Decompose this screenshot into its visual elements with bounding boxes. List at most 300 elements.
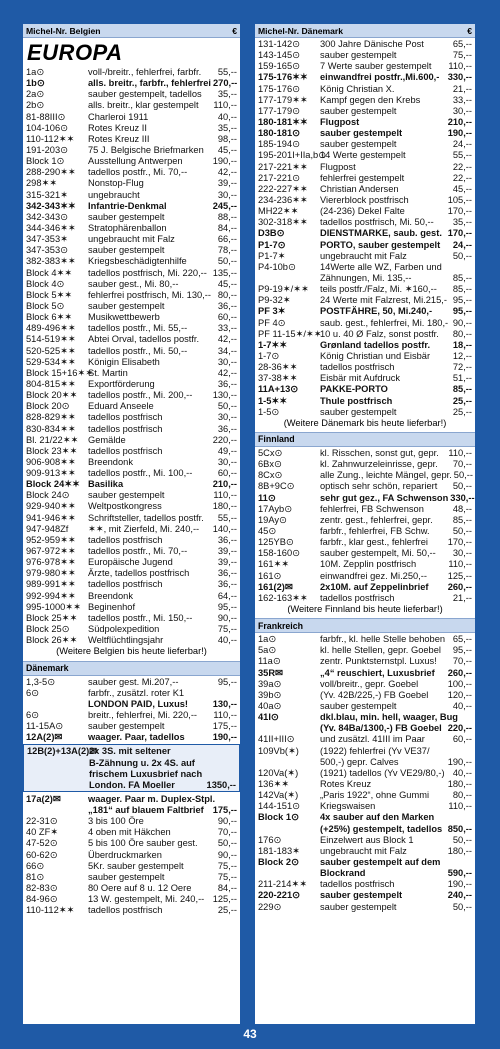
entry-description: B-Zähnung u. 2x 4S. auf — [89, 757, 195, 768]
entry-description: alls. breitr., klar gestempelt — [88, 100, 199, 111]
michel-number: 41II+III⊙ — [258, 734, 295, 745]
entry-price: 51,-- — [452, 373, 472, 384]
entry-price: 80,-- — [217, 289, 237, 300]
michel-number: 217-221✶✶ — [258, 161, 308, 172]
catalog-entry — [258, 106, 472, 117]
entry-description: farbfr., zusätzl. roter K1 — [88, 687, 185, 698]
michel-number: 967-972✶✶ — [26, 546, 76, 557]
entry-description: sauber gest. Mi.207,-- — [88, 676, 179, 687]
michel-number: 17a(2)✉ — [26, 793, 61, 804]
catalog-entry — [258, 779, 472, 790]
column-header — [23, 24, 240, 38]
entry-price: 125,-- — [447, 570, 472, 581]
entry-description: Charleroi 1911 — [88, 111, 149, 122]
catalog-entry — [26, 89, 237, 100]
catalog-entry — [258, 39, 472, 50]
entry-price: 84,-- — [217, 222, 237, 233]
catalog-entry — [26, 535, 237, 546]
entry-price: 60,-- — [217, 468, 237, 479]
michel-number: 234-236✶✶ — [258, 194, 308, 205]
michel-number: P4-10b⊙ — [258, 261, 296, 272]
entry-price: 35,-- — [217, 89, 237, 100]
entry-description: fehlerfrei, FB Schwenson — [320, 503, 424, 514]
catalog-entry — [26, 591, 237, 602]
michel-number: 22-31⊙ — [26, 816, 58, 827]
entry-description: Kriegswaisen — [320, 801, 376, 812]
michel-number: 19Ay⊙ — [258, 514, 287, 525]
entry-price: 90,-- — [452, 317, 472, 328]
michel-number: 2a⊙ — [26, 89, 45, 100]
michel-number: 1-7✶✶ — [258, 339, 288, 350]
entry-description: alls. breitr., farbfr., fehlerfrei — [88, 78, 211, 89]
catalog-entry — [258, 340, 472, 351]
michel-number: 37-38✶✶ — [258, 373, 298, 384]
catalog-entry — [258, 195, 472, 206]
michel-number: 347-353✶ — [26, 234, 68, 245]
catalog-entry — [258, 902, 472, 913]
daenemark-list — [23, 676, 240, 744]
entry-price: 95,-- — [217, 676, 237, 687]
catalog-entry — [26, 794, 237, 805]
catalog-entry — [26, 546, 237, 557]
entry-description: optisch sehr schön, repariert — [320, 481, 438, 492]
catalog-entry — [258, 801, 472, 812]
catalog-entry — [258, 824, 472, 835]
michel-number: 489-496✶✶ — [26, 323, 76, 334]
entry-price: 39,-- — [217, 557, 237, 568]
entry-description: farbfr., fehlerfrei, FB Schw. — [320, 525, 430, 536]
catalog-entry — [26, 379, 237, 390]
catalog-entry — [26, 613, 237, 624]
entry-description: PORTO, sauber gestempelt — [320, 239, 441, 250]
entry-description: sauber gestempelt — [320, 701, 397, 711]
entry-price: 45,-- — [217, 278, 237, 289]
entry-price: 33,-- — [217, 323, 237, 334]
entry-description: sauber gestempelt — [320, 406, 397, 417]
catalog-entry — [258, 329, 472, 340]
entry-price: 55,-- — [217, 512, 237, 523]
michel-number: 1-5⊙ — [258, 406, 280, 417]
entry-price: 50,-- — [217, 256, 237, 267]
catalog-entry — [26, 501, 237, 512]
michel-number: 11A+13⊙ — [258, 384, 299, 395]
entry-price: 170,-- — [447, 206, 472, 217]
michel-number: 110-112✶✶ — [26, 905, 75, 916]
michel-number: Block 26✶✶ — [26, 635, 78, 646]
entry-price: 180,-- — [212, 501, 237, 512]
entry-description: LONDON PAID, Luxus! — [88, 698, 189, 709]
catalog-entry — [26, 190, 237, 201]
entry-price: 45,-- — [217, 144, 237, 155]
catalog-entry — [258, 72, 472, 83]
entry-description: 80 Oere auf 8 u. 12 Oere — [88, 883, 192, 894]
entry-price: 49,-- — [217, 445, 237, 456]
michel-number: 177-179⊙ — [258, 105, 300, 116]
michel-number: 520-525✶✶ — [26, 345, 76, 356]
catalog-entry — [26, 479, 237, 490]
catalog-entry — [26, 524, 237, 535]
catalog-entry — [258, 206, 472, 217]
entry-price: 42,-- — [217, 167, 237, 178]
michel-number: 11⊙ — [258, 492, 276, 503]
entry-price: 75,-- — [217, 860, 237, 871]
michel-number: 159-165⊙ — [258, 61, 300, 72]
catalog-entry — [258, 768, 472, 779]
entry-description: sauber gestempelt — [88, 871, 165, 882]
catalog-entry — [258, 890, 472, 901]
catalog-entry — [26, 677, 237, 688]
michel-number: 979-980✶✶ — [26, 568, 76, 579]
catalog-entry — [26, 457, 237, 468]
entry-price: 30,-- — [452, 548, 472, 559]
michel-number: 45⊙ — [258, 525, 277, 536]
catalog-entry — [26, 390, 237, 401]
michel-number — [27, 769, 89, 780]
entry-price — [234, 758, 236, 769]
entry-price: 140,-- — [212, 523, 237, 534]
catalog-entry — [26, 805, 237, 816]
entry-description: Thule postfrisch — [320, 395, 393, 406]
michel-number: 175-176⊙ — [258, 83, 300, 94]
entry-price: 21,-- — [452, 592, 472, 603]
michel-number: 947-948Zf — [26, 523, 69, 534]
michel-number: 104-106⊙ — [26, 122, 68, 133]
catalog-entry — [26, 710, 237, 721]
entry-price: 30,-- — [217, 189, 237, 200]
entry-price: 78,-- — [217, 245, 237, 256]
entry-description: Exportförderung — [88, 378, 155, 389]
entry-price: 90,-- — [217, 849, 237, 860]
catalog-entry — [258, 857, 472, 868]
entry-description: DIENSTMARKE, saub. gest. — [320, 228, 442, 239]
catalog-entry — [26, 699, 237, 710]
michel-number — [258, 868, 320, 879]
michel-number: 220-221⊙ — [258, 890, 300, 901]
michel-number: Block 20⊙ — [26, 401, 70, 412]
column-header-label: Michel-Nr. Dänemark — [258, 25, 344, 36]
catalog-entry — [26, 167, 237, 178]
entry-price: 75,-- — [452, 50, 472, 61]
michel-number: 529-534✶✶ — [26, 356, 76, 367]
catalog-entry — [26, 635, 237, 646]
catalog-entry — [258, 84, 472, 95]
entry-description: tadellos postfrisch — [320, 879, 395, 890]
belgien-note: (Weitere Belgien bis heute lieferbar!) — [56, 646, 207, 657]
catalog-entry — [258, 645, 472, 656]
entry-price: 130,-- — [212, 698, 237, 709]
entry-price: 260,-- — [447, 667, 472, 678]
catalog-entry — [258, 548, 472, 559]
entry-description: (+25%) gestempelt, tadellos — [320, 823, 443, 834]
catalog-entry — [258, 668, 472, 679]
entry-description: ungebraucht — [88, 189, 140, 200]
michel-number: 989-991✶✶ — [26, 579, 76, 590]
entry-price: 95,-- — [452, 295, 472, 306]
michel-number: 81⊙ — [26, 871, 45, 882]
entry-price: 64,-- — [217, 590, 237, 601]
michel-number: Block 25⊙ — [26, 624, 70, 635]
entry-price: 66,-- — [217, 234, 237, 245]
entry-description: St. Martin — [88, 367, 128, 378]
entry-price: 55,-- — [217, 67, 237, 77]
catalog-entry — [258, 757, 472, 768]
catalog-entry — [258, 734, 472, 745]
michel-number: 180-181⊙ — [258, 128, 300, 139]
michel-number: 142Va(✶) — [258, 790, 299, 801]
michel-number: 929-940✶✶ — [26, 501, 76, 512]
michel-number: 28-36✶✶ — [258, 362, 298, 373]
michel-number — [258, 757, 320, 768]
entry-description: tadellos postfr., Mi. 200,-- — [88, 390, 193, 401]
entry-price: 125,-- — [212, 894, 237, 905]
entry-description: 10M. Zepplin postfrisch — [320, 559, 417, 570]
michel-number: 195-201I+IIa,b⊙ — [258, 150, 327, 161]
entry-description: tadellos postfr., Mi. 70,-- — [88, 167, 188, 178]
catalog-entry — [258, 173, 472, 184]
michel-number: 315-321✶ — [26, 189, 68, 200]
catalog-entry — [27, 769, 236, 780]
entry-description: Infantrie-Denkmal — [88, 200, 167, 211]
catalog-entry — [258, 526, 472, 537]
catalog-entry — [258, 679, 472, 690]
entry-price: 39,-- — [217, 546, 237, 557]
catalog-entry — [258, 723, 472, 734]
catalog-entry — [258, 571, 472, 582]
michel-number: 81-88III⊙ — [26, 111, 66, 122]
michel-number: Block 15+16✶✶ — [26, 367, 94, 378]
catalog-entry — [258, 701, 472, 712]
entry-description: Rotes Kreuz — [320, 778, 372, 789]
entry-description: Christian Andersen — [320, 183, 399, 194]
catalog-entry — [27, 780, 236, 791]
michel-number: 131-142⊙ — [258, 39, 300, 49]
entry-description: zentr. gest., fehlerfrei, gepr. — [320, 514, 433, 525]
catalog-entry — [258, 835, 472, 846]
entry-description: einwandfrei gez. Mi.250,-- — [320, 570, 427, 581]
catalog-entry — [258, 273, 472, 284]
page-number: 43 — [243, 1027, 257, 1041]
entry-price: 220,-- — [447, 723, 472, 734]
entry-description: Basilika — [88, 479, 124, 490]
catalog-entry — [258, 128, 472, 139]
entry-description: sauber gestempelt — [88, 300, 165, 311]
catalog-entry — [26, 557, 237, 568]
michel-number: 906-908✶✶ — [26, 456, 76, 467]
michel-number: Block 2⊙ — [258, 856, 299, 867]
entry-description: Eduard Anseele — [88, 401, 154, 412]
michel-number: 217-221⊙ — [258, 172, 300, 183]
michel-number: PF 4⊙ — [258, 317, 286, 328]
catalog-entry — [26, 301, 237, 312]
catalog-entry — [26, 290, 237, 301]
catalog-entry — [258, 150, 472, 161]
frankreich-list — [255, 633, 475, 913]
entry-description: kl. helle Stellen, gepr. Goebel — [320, 645, 441, 656]
entry-description: (Yv. 42B/225,-) FB Goebel — [320, 689, 429, 700]
michel-number: Block 25✶✶ — [26, 612, 78, 623]
daenemark-note: (Weitere Dänemark bis heute lieferbar!) — [283, 417, 447, 428]
entry-description: tadellos postfrisch — [88, 534, 163, 545]
catalog-entry — [258, 184, 472, 195]
currency-label: € — [232, 25, 237, 36]
catalog-entry — [258, 846, 472, 857]
catalog-entry — [26, 894, 237, 905]
entry-price — [470, 712, 472, 723]
entry-description: tadellos postfrisch — [88, 445, 163, 456]
entry-description: sauber gestempelt — [320, 890, 403, 901]
michel-number: 125YB⊙ — [258, 537, 294, 548]
catalog-entry — [258, 95, 472, 106]
finnland-list — [255, 447, 475, 604]
entry-price: 190,-- — [212, 156, 237, 167]
michel-number — [26, 805, 88, 816]
entry-description: (Yv. 84Ba/1300,-) FB Goebel — [320, 723, 442, 734]
entry-price: 85,-- — [452, 272, 472, 283]
catalog-entry — [26, 468, 237, 479]
entry-price: 190,-- — [447, 128, 472, 139]
entry-price: 55,-- — [452, 150, 472, 161]
entry-description: voll/breitr., gepr. Goebel — [320, 678, 419, 689]
entry-description: Überdruckmarken — [88, 849, 162, 860]
catalog-entry — [258, 690, 472, 701]
catalog-entry — [26, 268, 237, 279]
entry-price: 70,-- — [452, 459, 472, 470]
entry-description: sauber gestempelt, Mi. 50,-- — [320, 548, 436, 559]
entry-price: 50,-- — [452, 834, 472, 845]
catalog-entry — [26, 78, 237, 89]
entry-description: waager. Paar m. Duplex-Stpl. — [88, 793, 216, 804]
entry-price: 60,-- — [452, 734, 472, 745]
michel-number: P1-7✶ — [258, 250, 286, 261]
michel-number: 66⊙ — [26, 860, 45, 871]
catalog-entry — [258, 504, 472, 515]
michel-number: Block 23✶✶ — [26, 445, 78, 456]
entry-description: sauber gestempelt — [320, 139, 397, 150]
entry-description: tadellos postfr., Mi. 50,-- — [88, 345, 188, 356]
daenemark-list-right — [255, 38, 475, 418]
entry-description: Königin Elisabeth — [88, 356, 160, 367]
entry-description: kl. Risschen, sonst gut, gepr. — [320, 447, 439, 458]
catalog-entry — [26, 424, 237, 435]
entry-price: 36,-- — [217, 579, 237, 590]
entry-description: Blockrand — [320, 868, 366, 879]
entry-description: König Christian X. — [320, 83, 395, 94]
catalog-entry — [258, 492, 475, 504]
michel-number: P9-32✶ — [258, 295, 291, 306]
entry-price — [470, 746, 472, 757]
catalog-entry — [258, 384, 472, 395]
entry-description: „181“ auf blauem Faltbrief — [88, 805, 204, 816]
entry-price: 25,-- — [217, 905, 237, 916]
entry-description: sauber gestempelt — [88, 245, 165, 256]
michel-number: 161✶✶ — [258, 559, 290, 570]
entry-description: 5 bis 100 Öre sauber gest. — [88, 838, 198, 849]
michel-number: P9-19✶/✶✶ — [258, 284, 309, 295]
catalog-entry — [26, 872, 237, 883]
entry-price: 90,-- — [217, 612, 237, 623]
entry-description: Flugpost — [320, 161, 356, 172]
entry-price: 50,-- — [452, 481, 472, 492]
entry-price: 36,-- — [217, 300, 237, 311]
michel-number: 952-959✶✶ — [26, 534, 76, 545]
entry-description: Ärzte, tadellos postfrisch — [88, 568, 190, 579]
catalog-entry — [26, 279, 237, 290]
catalog-entry — [26, 156, 237, 167]
entry-price: 50,-- — [453, 470, 473, 481]
catalog-entry — [258, 790, 472, 801]
column-header-label: Michel-Nr. Belgien — [26, 25, 101, 36]
michel-number: 120Va(✶) — [258, 767, 299, 778]
michel-number: 342-343✶✶ — [26, 200, 76, 211]
entry-price: 90,-- — [217, 816, 237, 827]
catalog-entry — [26, 245, 237, 256]
entry-price: 210,-- — [447, 116, 472, 127]
catalog-entry — [26, 688, 237, 699]
michel-number: 5Cx⊙ — [258, 447, 283, 458]
michel-number: 830-834✶✶ — [26, 423, 76, 434]
entry-description: sehr gut gez., FA Schwenson — [320, 492, 449, 503]
left-column — [23, 24, 240, 1024]
entry-price: 88,-- — [217, 211, 237, 222]
michel-number: 229⊙ — [258, 901, 282, 912]
entry-price: 190,-- — [447, 756, 472, 767]
entry-price: 100,-- — [447, 678, 472, 689]
entry-description: London. FA Moeller — [89, 779, 175, 790]
catalog-entry — [26, 513, 237, 524]
entry-price: 50,-- — [217, 401, 237, 412]
entry-price: 36,-- — [217, 568, 237, 579]
entry-description: 13 W. gestempelt, Mi. 240,-- — [88, 894, 205, 905]
entry-description: König Christian und Eisbär — [320, 350, 431, 361]
entry-description: POSTFÄHRE, 50, Mi.240,- — [320, 306, 433, 317]
entry-price: 12,-- — [452, 350, 472, 361]
entry-description: sauber gestempelt — [320, 128, 403, 139]
michel-number: 8Cx⊙ — [258, 470, 283, 481]
catalog-entry — [258, 351, 472, 362]
entry-description: 5Kr. sauber gestempelt — [88, 860, 184, 871]
michel-number: 143-145⊙ — [258, 50, 300, 61]
michel-number: 161(2)✉ — [258, 581, 293, 592]
michel-number: 41I⊙ — [258, 712, 279, 723]
entry-price: 590,-- — [447, 868, 472, 879]
entry-description: Ausstellung Antwerpen — [88, 156, 183, 167]
michel-number: 302-318✶✶ — [258, 217, 308, 228]
entry-description: Eisbär mit Aufdruck — [320, 373, 401, 384]
entry-description: voll-/breitr., fehlerfrei, farbfr. — [88, 67, 202, 77]
michel-number: 1b⊙ — [26, 78, 45, 89]
entry-description: tadellos postfrisch — [320, 362, 395, 373]
entry-price: 40,-- — [217, 111, 237, 122]
entry-description: 4 oben mit Häkchen — [88, 827, 171, 838]
michel-number: 39b⊙ — [258, 689, 282, 700]
entry-description: Rotes Kreuz II — [88, 122, 147, 133]
catalog-entry — [258, 373, 472, 384]
entry-price: 34,-- — [217, 345, 237, 356]
michel-number: 1a⊙ — [26, 67, 45, 77]
michel-number: 347-353⊙ — [26, 245, 68, 256]
entry-description: dkl.blau, min. hell, waager, Bug — [320, 712, 458, 723]
catalog-entry — [258, 362, 472, 373]
catalog-entry — [258, 448, 472, 459]
entry-price: 85,-- — [452, 384, 472, 395]
entry-description: (1921) tadellos (Yv VE29/80,-) — [320, 767, 445, 778]
entry-price: 130,-- — [212, 390, 237, 401]
entry-price: 170,-- — [447, 228, 472, 239]
entry-price: 95,-- — [217, 601, 237, 612]
entry-price: 1350,-- — [206, 779, 236, 790]
entry-description: teils postfr./Falz, Mi. ✶160,-- — [320, 284, 437, 295]
michel-number — [26, 699, 88, 710]
